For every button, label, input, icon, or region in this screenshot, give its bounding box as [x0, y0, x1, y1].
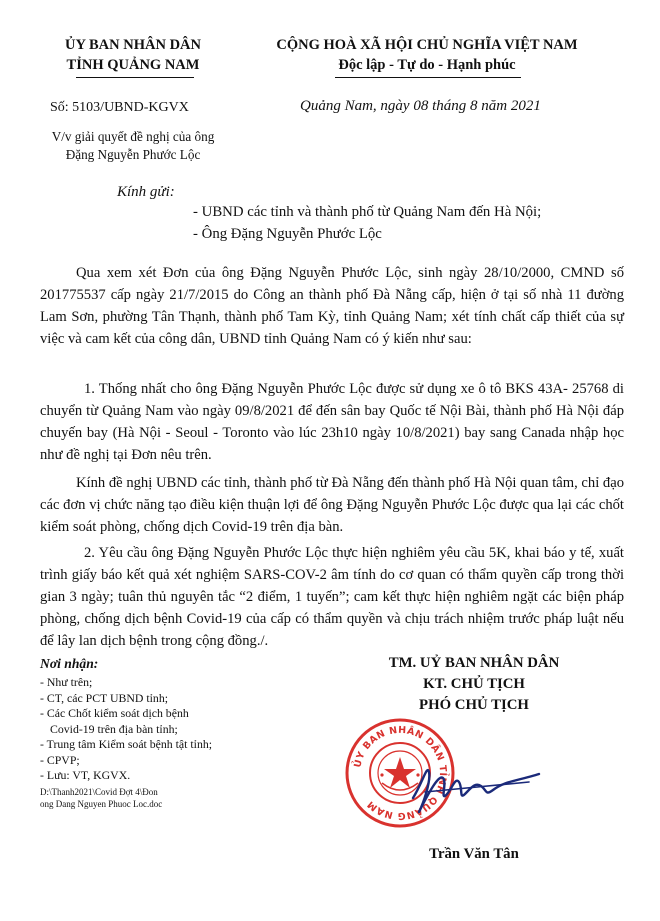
- file-path-line1: D:\Thanh2021\Covid Đợt 4\Đon: [40, 787, 158, 797]
- signature-title-line1: TM. UỶ BAN NHÂN DÂN: [388, 655, 560, 671]
- recipient-item: - Lưu: VT, KGVX.: [40, 768, 131, 782]
- motto: Độc lập - Tự do - Hạnh phúc: [338, 57, 516, 73]
- recipient-item: - Các Chốt kiểm soát dịch bệnh: [40, 706, 189, 720]
- recipient-item: Covid-19 trên địa bàn tỉnh;: [50, 721, 178, 736]
- recipient-item: - CPVP;: [40, 752, 80, 767]
- recipients-label: Nơi nhận:: [40, 656, 99, 671]
- addressee-item: - UBND các tỉnh và thành phố từ Quảng Nam đến Hà Nội;: [193, 204, 542, 220]
- file-path-line2: ong Dang Nguyen Phuoc Loc.doc: [40, 799, 163, 809]
- signer-name: Trần Văn Tân: [429, 846, 519, 862]
- signature-title-line2: KT. CHỦ TỊCH: [423, 676, 525, 692]
- signature-title-line3: PHÓ CHỦ TỊCH: [419, 697, 529, 713]
- document-number: Số: 5103/UBND-KGVX: [50, 100, 189, 115]
- recipients-list: [40, 675, 212, 784]
- org-underline: [76, 77, 194, 78]
- recipient-item: - CT, các PCT UBND tỉnh;: [40, 690, 169, 705]
- country-name: CỘNG HOÀ XÃ HỘI CHỦ NGHĨA VIỆT NAM: [276, 37, 578, 53]
- paragraph-item-2: 2. Yêu cầu ông Đặng Nguyễn Phước Lộc thực hiện nghiêm yêu cầu 5K, khai báo y tế, xuất trình giấy báo kết quả xét nghiệm SARS-COV-2 âm tính do cơ quan có thẩm quyền cấp trong thời gian 3 ngày; tuân thủ nguyên tắc “2 điểm, 1 tuyến”; cam kết thực hiện nghiêm ngặt các biện pháp phòng, chống dịch bệnh Covid-19 của cấp có thẩm quyền và chịu trách nhiệm trước pháp luật nếu để lây lan dịch bệnh trong cộng đồng./.: [40, 545, 624, 649]
- recipient-item: - Trung tâm Kiểm soát bệnh tật tỉnh;: [40, 737, 213, 751]
- org-name-line2: TỈNH QUẢNG NAM: [66, 57, 200, 73]
- paragraph-intro: Qua xem xét Đơn của ông Đặng Nguyễn Phước Lộc, sinh ngày 28/10/2000, CMND số 201775537 cấp ngày 21/7/2015 do Công an thành phố Đà Nẵng cấp, hiện ở tại số nhà 11 đường Lam Sơn, phường Tân Thạnh, thành phố Tam Kỳ, tỉnh Quảng Nam; xét tính chất cấp thiết của sự việc và cam kết của công dân, UBND tỉnh Quảng Nam có ý kiến như sau:: [40, 265, 624, 347]
- handwritten-signature: [405, 752, 545, 822]
- paragraph-item-1: 1. Thống nhất cho ông Đặng Nguyễn Phước Lộc được sử dụng xe ô tô BKS 43A- 25768 di chuyển từ Quảng Nam vào ngày 09/8/2021 để đến sân bay Quốc tế Nội Bài, thành phố Hà Nội đáp chuyến bay (Hà Nội - Seoul - Toronto vào lúc 23h10 ngày 10/8/2021) bay sang Canada nhập học như đề nghị tại Đơn nêu trên.: [40, 381, 624, 463]
- paragraph-request: Kính đề nghị UBND các tỉnh, thành phố từ Đà Nẵng đến thành phố Hà Nội quan tâm, chỉ đạo các đơn vị chức năng tạo điều kiện thuận lợi để ông Đặng Nguyễn Phước Lộc được qua lại các chốt kiểm soát phòng, chống dịch Covid-19 trên địa bàn.: [40, 475, 624, 535]
- place-date: Quảng Nam, ngày 08 tháng 8 năm 2021: [300, 98, 541, 114]
- stamp-text: ỦY BAN NHÂN DÂN TỈNH QUẢNG NAM: [352, 724, 449, 822]
- subject-line1: V/v giải quyết đề nghị của ông: [51, 129, 215, 144]
- addressee-label: Kính gửi:: [117, 184, 175, 200]
- motto-underline: [335, 77, 521, 78]
- addressee-item: - Ông Đặng Nguyễn Phước Lộc: [193, 226, 382, 242]
- subject-line2: Đặng Nguyễn Phước Lộc: [65, 147, 201, 162]
- org-name-line1: ỦY BAN NHÂN DÂN: [64, 37, 201, 53]
- recipient-item: - Như trên;: [40, 675, 93, 689]
